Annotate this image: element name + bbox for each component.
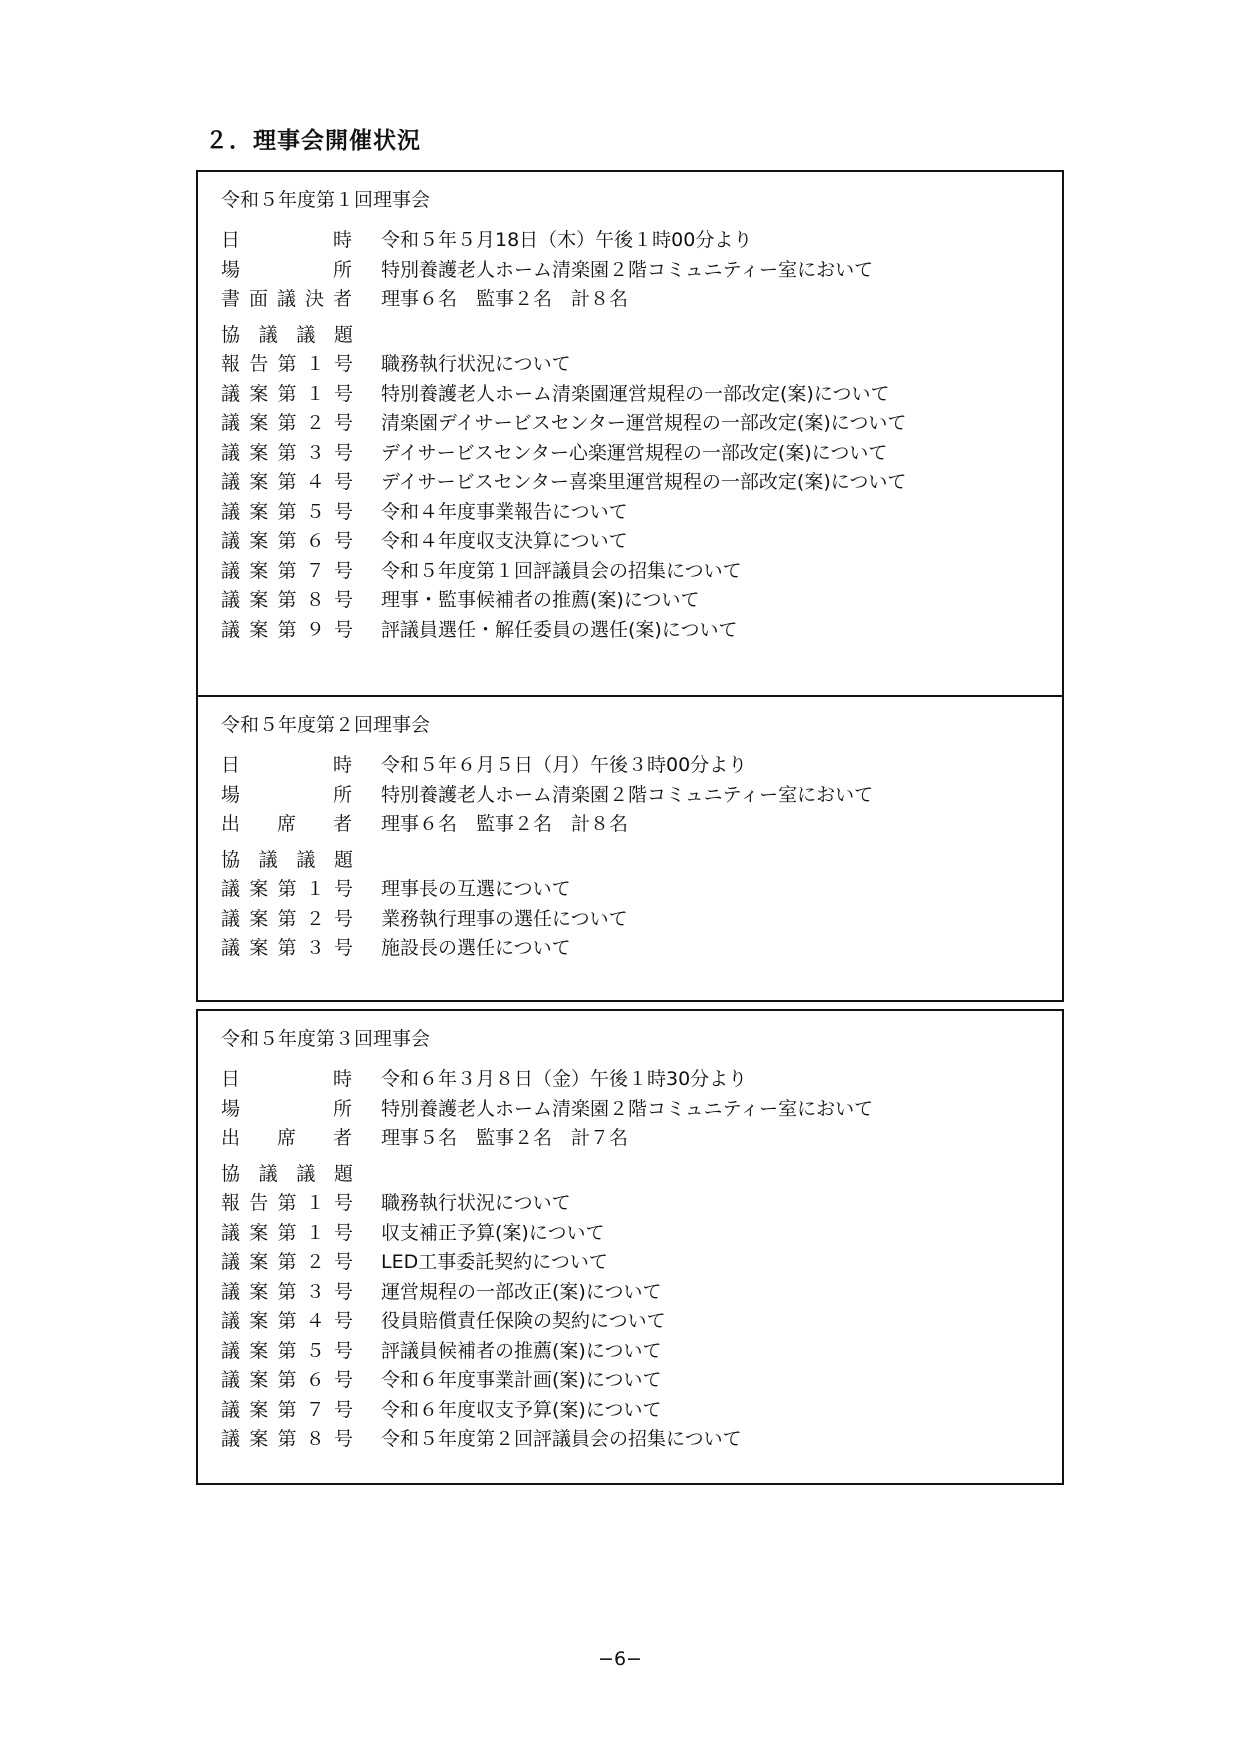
attendees-value: 理事６名 監事２名 計８名 bbox=[381, 813, 629, 835]
agenda-item-number bbox=[221, 1307, 353, 1337]
agenda-item-number-char: 議 bbox=[221, 878, 241, 900]
agenda-item bbox=[221, 1248, 1052, 1278]
agenda-item-number-char: 号 bbox=[333, 382, 353, 405]
agenda-item-number-char: 第 bbox=[277, 412, 297, 434]
date-label-char: 日 bbox=[221, 1068, 241, 1090]
agenda-item-text: 評議員候補者の推薦(案)について bbox=[381, 1339, 662, 1362]
agenda-item-number-char: 議 bbox=[221, 441, 241, 464]
meeting-box-3 bbox=[196, 1009, 1064, 1485]
agenda-item-text: 特別養護老人ホーム清楽園運営規程の一部改定(案)について bbox=[381, 382, 890, 405]
agenda-header-char: 議 bbox=[296, 323, 316, 346]
agenda-item-number bbox=[221, 527, 353, 557]
agenda-item bbox=[221, 498, 1052, 528]
date-value: 令和５年５月18日（木）午後１時00分より bbox=[381, 229, 753, 251]
agenda-item-number-char: 議 bbox=[221, 1280, 241, 1303]
agenda-item-number bbox=[221, 586, 353, 616]
attendees-label-char: 出 bbox=[221, 1127, 241, 1149]
agenda-item-number-char: 号 bbox=[333, 530, 353, 552]
agenda-item-number bbox=[221, 380, 353, 410]
agenda-item-number-char: 号 bbox=[333, 1310, 353, 1332]
agenda-item bbox=[221, 380, 1052, 410]
place-value: 特別養護老人ホーム清楽園２階コミュニティー室において bbox=[381, 783, 874, 806]
agenda-item-number-char: 報 bbox=[221, 353, 241, 375]
agenda-item-text: 収支補正予算(案)について bbox=[381, 1221, 605, 1244]
agenda-item-number-char: 案 bbox=[249, 1280, 269, 1303]
agenda-item-number-char: 第 bbox=[277, 559, 297, 582]
agenda-item-number-char: 第 bbox=[277, 618, 297, 641]
agenda-item-number-char: 議 bbox=[221, 1339, 241, 1362]
agenda-item-number bbox=[221, 1425, 353, 1455]
agenda-item-number-char: 第 bbox=[277, 500, 297, 523]
agenda-item-number-char: 第 bbox=[277, 937, 297, 959]
agenda-item-number-char: 第 bbox=[277, 382, 297, 405]
agenda-header bbox=[221, 1160, 353, 1190]
agenda-item-number-char: １ bbox=[305, 878, 325, 900]
agenda-item-number-char: 案 bbox=[249, 1339, 269, 1362]
attendees-label-char: 席 bbox=[276, 813, 296, 835]
attendees-row bbox=[221, 1124, 1052, 1154]
agenda-item-number-char: 告 bbox=[249, 1192, 269, 1214]
agenda-item-number-char: １ bbox=[305, 1192, 325, 1214]
agenda-item-number-char: 告 bbox=[249, 353, 269, 375]
date-label-char: 日 bbox=[221, 754, 241, 776]
attendees-label-char: 者 bbox=[332, 1127, 352, 1149]
agenda-item-number-char: 議 bbox=[221, 1310, 241, 1332]
agenda-item-text: デイサービスセンター喜楽里運営規程の一部改定(案)について bbox=[381, 471, 907, 493]
agenda-item-text: 運営規程の一部改正(案)について bbox=[381, 1280, 662, 1303]
agenda-item bbox=[221, 616, 1052, 646]
agenda-item-number-char: 号 bbox=[333, 937, 353, 959]
agenda-item-text: 令和６年度事業計画(案)について bbox=[381, 1369, 662, 1391]
agenda-item-number-char: ７ bbox=[305, 1398, 325, 1421]
agenda-item-text: 令和４年度事業報告について bbox=[381, 500, 628, 523]
attendees-label-char: 決 bbox=[304, 288, 324, 310]
agenda-item-number-char: 第 bbox=[277, 441, 297, 464]
agenda-item-number-char: 案 bbox=[249, 1428, 269, 1450]
date-row bbox=[221, 226, 1052, 256]
meeting-title: 令和５年度第２回理事会 bbox=[221, 714, 431, 736]
agenda-header-char: 協 bbox=[221, 1162, 241, 1185]
agenda-item-number-char: 号 bbox=[333, 441, 353, 464]
agenda-item-number-char: ８ bbox=[305, 589, 325, 611]
place-label bbox=[221, 781, 353, 811]
agenda-header bbox=[221, 321, 353, 351]
agenda-item-number-char: 案 bbox=[249, 907, 269, 930]
agenda-item-number-char: 号 bbox=[333, 500, 353, 523]
attendees-label-char: 者 bbox=[332, 813, 352, 835]
agenda-item-text: 令和６年度収支予算(案)について bbox=[381, 1398, 662, 1421]
agenda-item-number-char: 案 bbox=[249, 937, 269, 959]
agenda-header-char: 議 bbox=[296, 848, 316, 871]
agenda-item-number-char: ８ bbox=[305, 1428, 325, 1450]
agenda-item-number bbox=[221, 1337, 353, 1367]
agenda-item-number-char: 号 bbox=[333, 1221, 353, 1244]
agenda-item-number-char: 案 bbox=[249, 1369, 269, 1391]
agenda-item-number-char: 議 bbox=[221, 937, 241, 959]
agenda-item-number-char: 第 bbox=[277, 1398, 297, 1421]
agenda-item-number-char: 号 bbox=[333, 878, 353, 900]
agenda-item-number-char: ４ bbox=[305, 1310, 325, 1332]
agenda-item-number-char: 議 bbox=[221, 618, 241, 641]
place-label-char: 所 bbox=[332, 258, 352, 281]
agenda-item-number-char: ６ bbox=[305, 1369, 325, 1391]
attendees-row bbox=[221, 810, 1052, 840]
agenda-item-number-char: 第 bbox=[277, 1369, 297, 1391]
agenda-item bbox=[221, 1337, 1052, 1367]
agenda-item-number bbox=[221, 934, 353, 964]
agenda-item-number-char: 議 bbox=[221, 1369, 241, 1391]
meeting-title: 令和５年度第３回理事会 bbox=[221, 1028, 431, 1050]
agenda-item bbox=[221, 586, 1052, 616]
agenda-item bbox=[221, 1189, 1052, 1219]
agenda-header-char: 題 bbox=[333, 1162, 353, 1185]
agenda-item-number-char: 号 bbox=[333, 353, 353, 375]
agenda-item-number-char: 議 bbox=[221, 500, 241, 523]
attendees-label-char: 議 bbox=[276, 288, 296, 310]
agenda-item-number-char: 号 bbox=[333, 1280, 353, 1303]
agenda-item-number-char: 案 bbox=[249, 559, 269, 582]
place-value: 特別養護老人ホーム清楽園２階コミュニティー室において bbox=[381, 258, 874, 281]
date-label bbox=[221, 226, 353, 256]
agenda-item-number bbox=[221, 1278, 353, 1308]
agenda-item-number-char: 議 bbox=[221, 471, 241, 493]
meeting-content bbox=[221, 185, 1052, 645]
agenda-item-number-char: ５ bbox=[305, 500, 325, 523]
agenda-item-text: 令和５年度第１回評議員会の招集について bbox=[381, 559, 742, 582]
place-label-char: 所 bbox=[332, 1097, 352, 1120]
agenda-item-number bbox=[221, 905, 353, 935]
agenda-item-text: 役員賠償責任保険の契約について bbox=[381, 1310, 666, 1332]
place-label bbox=[221, 1095, 353, 1125]
attendees-label-char: 者 bbox=[332, 288, 352, 310]
agenda-item-number-char: ３ bbox=[305, 937, 325, 959]
agenda-item-text: 施設長の選任について bbox=[381, 937, 571, 959]
agenda-item bbox=[221, 875, 1052, 905]
agenda-item-number-char: 案 bbox=[249, 382, 269, 405]
agenda-item bbox=[221, 439, 1052, 469]
agenda-header-char: 協 bbox=[221, 848, 241, 871]
agenda-item-number bbox=[221, 1366, 353, 1396]
agenda-item-number-char: 議 bbox=[221, 589, 241, 611]
agenda-item-number bbox=[221, 616, 353, 646]
section-heading: ２．理事会開催状況 bbox=[205, 128, 421, 154]
attendees-label bbox=[221, 810, 353, 840]
agenda-item-number-char: 号 bbox=[333, 1398, 353, 1421]
agenda-item bbox=[221, 1425, 1052, 1455]
agenda-item bbox=[221, 1366, 1052, 1396]
agenda-item-number-char: 第 bbox=[277, 878, 297, 900]
date-label bbox=[221, 751, 353, 781]
agenda-item-number-char: 号 bbox=[333, 1339, 353, 1362]
agenda-item-number-char: 議 bbox=[221, 1251, 241, 1273]
date-label-char: 時 bbox=[332, 229, 352, 251]
agenda-item-number bbox=[221, 1189, 353, 1219]
agenda-item-number-char: 議 bbox=[221, 1428, 241, 1450]
agenda-header-char: 議 bbox=[258, 1162, 278, 1185]
agenda-item-text: 業務執行理事の選任について bbox=[381, 907, 628, 930]
agenda-header bbox=[221, 846, 353, 876]
agenda-item-number-char: 案 bbox=[249, 1221, 269, 1244]
place-row bbox=[221, 1095, 1052, 1125]
attendees-label-char: 面 bbox=[248, 288, 268, 310]
agenda-item-number-char: 案 bbox=[249, 530, 269, 552]
agenda-item-number-char: 号 bbox=[333, 618, 353, 641]
attendees-value: 理事５名 監事２名 計７名 bbox=[381, 1127, 629, 1149]
date-value: 令和５年６月５日（月）午後３時00分より bbox=[381, 754, 748, 776]
place-label-char: 場 bbox=[221, 1097, 241, 1120]
agenda-item-text: デイサービスセンター心楽運営規程の一部改定(案)について bbox=[381, 441, 888, 464]
agenda-item-number-char: 案 bbox=[249, 471, 269, 493]
agenda-item-number-char: 号 bbox=[333, 471, 353, 493]
date-label-char: 時 bbox=[332, 754, 352, 776]
agenda-item-number-char: 第 bbox=[277, 530, 297, 552]
place-label-char: 所 bbox=[332, 783, 352, 806]
agenda-item-text: 令和４年度収支決算について bbox=[381, 530, 628, 552]
agenda-item-number-char: 第 bbox=[277, 1221, 297, 1244]
agenda-item-number-char: 号 bbox=[333, 1428, 353, 1450]
agenda-item-number-char: 案 bbox=[249, 500, 269, 523]
agenda-item-number-char: 第 bbox=[277, 907, 297, 930]
agenda-item-number-char: 号 bbox=[333, 589, 353, 611]
agenda-item-number-char: 号 bbox=[333, 907, 353, 930]
agenda-item-number-char: ２ bbox=[305, 907, 325, 930]
agenda-item-number-char: 第 bbox=[277, 589, 297, 611]
agenda-item-number-char: ２ bbox=[305, 412, 325, 434]
agenda-item bbox=[221, 557, 1052, 587]
date-label-char: 日 bbox=[221, 229, 241, 251]
attendees-row bbox=[221, 285, 1052, 315]
agenda-item-number-char: 案 bbox=[249, 589, 269, 611]
agenda-header-char: 議 bbox=[258, 848, 278, 871]
agenda-item-number-char: 案 bbox=[249, 878, 269, 900]
agenda-header-char: 協 bbox=[221, 323, 241, 346]
attendees-label-char: 出 bbox=[221, 813, 241, 835]
agenda-header-char: 議 bbox=[258, 323, 278, 346]
agenda-item bbox=[221, 1219, 1052, 1249]
date-label bbox=[221, 1065, 353, 1095]
agenda-item-number-char: ３ bbox=[305, 441, 325, 464]
agenda-item-number-char: 号 bbox=[333, 1192, 353, 1214]
agenda-item bbox=[221, 527, 1052, 557]
agenda-item-text: 理事・監事候補者の推薦(案)について bbox=[381, 589, 700, 611]
agenda-item-number-char: 案 bbox=[249, 1310, 269, 1332]
meeting-content bbox=[221, 1024, 1052, 1455]
agenda-item-number-char: ７ bbox=[305, 559, 325, 582]
agenda-item-number-char: 案 bbox=[249, 1251, 269, 1273]
agenda-header-char: 議 bbox=[296, 1162, 316, 1185]
agenda-item-number-char: ３ bbox=[305, 1280, 325, 1303]
agenda-item-text: 令和５年度第２回評議員会の招集について bbox=[381, 1428, 742, 1450]
place-label bbox=[221, 256, 353, 286]
agenda-item-number-char: ５ bbox=[305, 1339, 325, 1362]
attendees-label bbox=[221, 285, 353, 315]
agenda-item bbox=[221, 905, 1052, 935]
agenda-item-number-char: 第 bbox=[277, 1310, 297, 1332]
agenda-item bbox=[221, 1396, 1052, 1426]
attendees-value: 理事６名 監事２名 計８名 bbox=[381, 288, 629, 310]
agenda-item bbox=[221, 409, 1052, 439]
agenda-item-number bbox=[221, 1396, 353, 1426]
attendees-label-char: 席 bbox=[276, 1127, 296, 1149]
agenda-item-text: 清楽園デイサービスセンター運営規程の一部改定(案)について bbox=[381, 412, 907, 434]
agenda-item-number-char: 第 bbox=[277, 471, 297, 493]
agenda-item-number-char: ４ bbox=[305, 471, 325, 493]
agenda-item-number-char: 号 bbox=[333, 412, 353, 434]
agenda-item bbox=[221, 934, 1052, 964]
agenda-item-number bbox=[221, 1248, 353, 1278]
date-row bbox=[221, 1065, 1052, 1095]
place-value: 特別養護老人ホーム清楽園２階コミュニティー室において bbox=[381, 1097, 874, 1120]
agenda-item bbox=[221, 1307, 1052, 1337]
date-label-char: 時 bbox=[332, 1068, 352, 1090]
agenda-item-number bbox=[221, 557, 353, 587]
agenda-item-number-char: 第 bbox=[277, 1280, 297, 1303]
agenda-item-number-char: 議 bbox=[221, 559, 241, 582]
agenda-item-number bbox=[221, 439, 353, 469]
agenda-item bbox=[221, 468, 1052, 498]
meeting-box-1 bbox=[196, 170, 1064, 697]
agenda-item-number-char: 号 bbox=[333, 559, 353, 582]
agenda-item-number bbox=[221, 875, 353, 905]
agenda-item-number-char: 議 bbox=[221, 1398, 241, 1421]
agenda-item-number bbox=[221, 409, 353, 439]
agenda-item-number-char: ９ bbox=[305, 618, 325, 641]
agenda-item-text: LED工事委託契約について bbox=[381, 1251, 608, 1273]
date-row bbox=[221, 751, 1052, 781]
agenda-item-number-char: 議 bbox=[221, 1221, 241, 1244]
agenda-item-number bbox=[221, 1219, 353, 1249]
agenda-item-number-char: 第 bbox=[277, 1339, 297, 1362]
agenda-item-number bbox=[221, 468, 353, 498]
place-label-char: 場 bbox=[221, 258, 241, 281]
place-label-char: 場 bbox=[221, 783, 241, 806]
agenda-item-number-char: 第 bbox=[277, 353, 297, 375]
agenda-item-number-char: ６ bbox=[305, 530, 325, 552]
meeting-box-2 bbox=[196, 695, 1064, 1002]
place-row bbox=[221, 256, 1052, 286]
agenda-header-char: 題 bbox=[333, 323, 353, 346]
agenda-item-number bbox=[221, 498, 353, 528]
agenda-item-number-char: １ bbox=[305, 353, 325, 375]
agenda-item bbox=[221, 350, 1052, 380]
agenda-item-number-char: 案 bbox=[249, 441, 269, 464]
agenda-item-number-char: 第 bbox=[277, 1251, 297, 1273]
meeting-content bbox=[221, 710, 1052, 964]
agenda-item-number-char: 案 bbox=[249, 412, 269, 434]
agenda-item-number-char: 第 bbox=[277, 1428, 297, 1450]
place-row bbox=[221, 781, 1052, 811]
agenda-item-number-char: 案 bbox=[249, 1398, 269, 1421]
agenda-item-text: 職務執行状況について bbox=[381, 1192, 571, 1214]
date-value: 令和６年３月８日（金）午後１時30分より bbox=[381, 1068, 748, 1090]
agenda-item-number-char: 議 bbox=[221, 382, 241, 405]
agenda-item-number-char: 号 bbox=[333, 1251, 353, 1273]
agenda-item-text: 理事長の互選について bbox=[381, 878, 571, 900]
agenda-item-number-char: 案 bbox=[249, 618, 269, 641]
agenda-item-number-char: 第 bbox=[277, 1192, 297, 1214]
agenda-item-number bbox=[221, 350, 353, 380]
agenda-item-number-char: 報 bbox=[221, 1192, 241, 1214]
meeting-title: 令和５年度第１回理事会 bbox=[221, 189, 431, 211]
agenda-item-number-char: ２ bbox=[305, 1251, 325, 1273]
agenda-item-number-char: 議 bbox=[221, 907, 241, 930]
agenda-item-text: 評議員選任・解任委員の選任(案)について bbox=[381, 618, 738, 641]
agenda-item-text: 職務執行状況について bbox=[381, 353, 571, 375]
agenda-item-number-char: 議 bbox=[221, 412, 241, 434]
agenda-item-number-char: 議 bbox=[221, 530, 241, 552]
page-number: −6− bbox=[598, 1648, 642, 1670]
attendees-label bbox=[221, 1124, 353, 1154]
agenda-header-char: 題 bbox=[333, 848, 353, 871]
agenda-item bbox=[221, 1278, 1052, 1308]
agenda-item-number-char: １ bbox=[305, 382, 325, 405]
agenda-item-number-char: 号 bbox=[333, 1369, 353, 1391]
agenda-item-number-char: １ bbox=[305, 1221, 325, 1244]
attendees-label-char: 書 bbox=[221, 288, 241, 310]
